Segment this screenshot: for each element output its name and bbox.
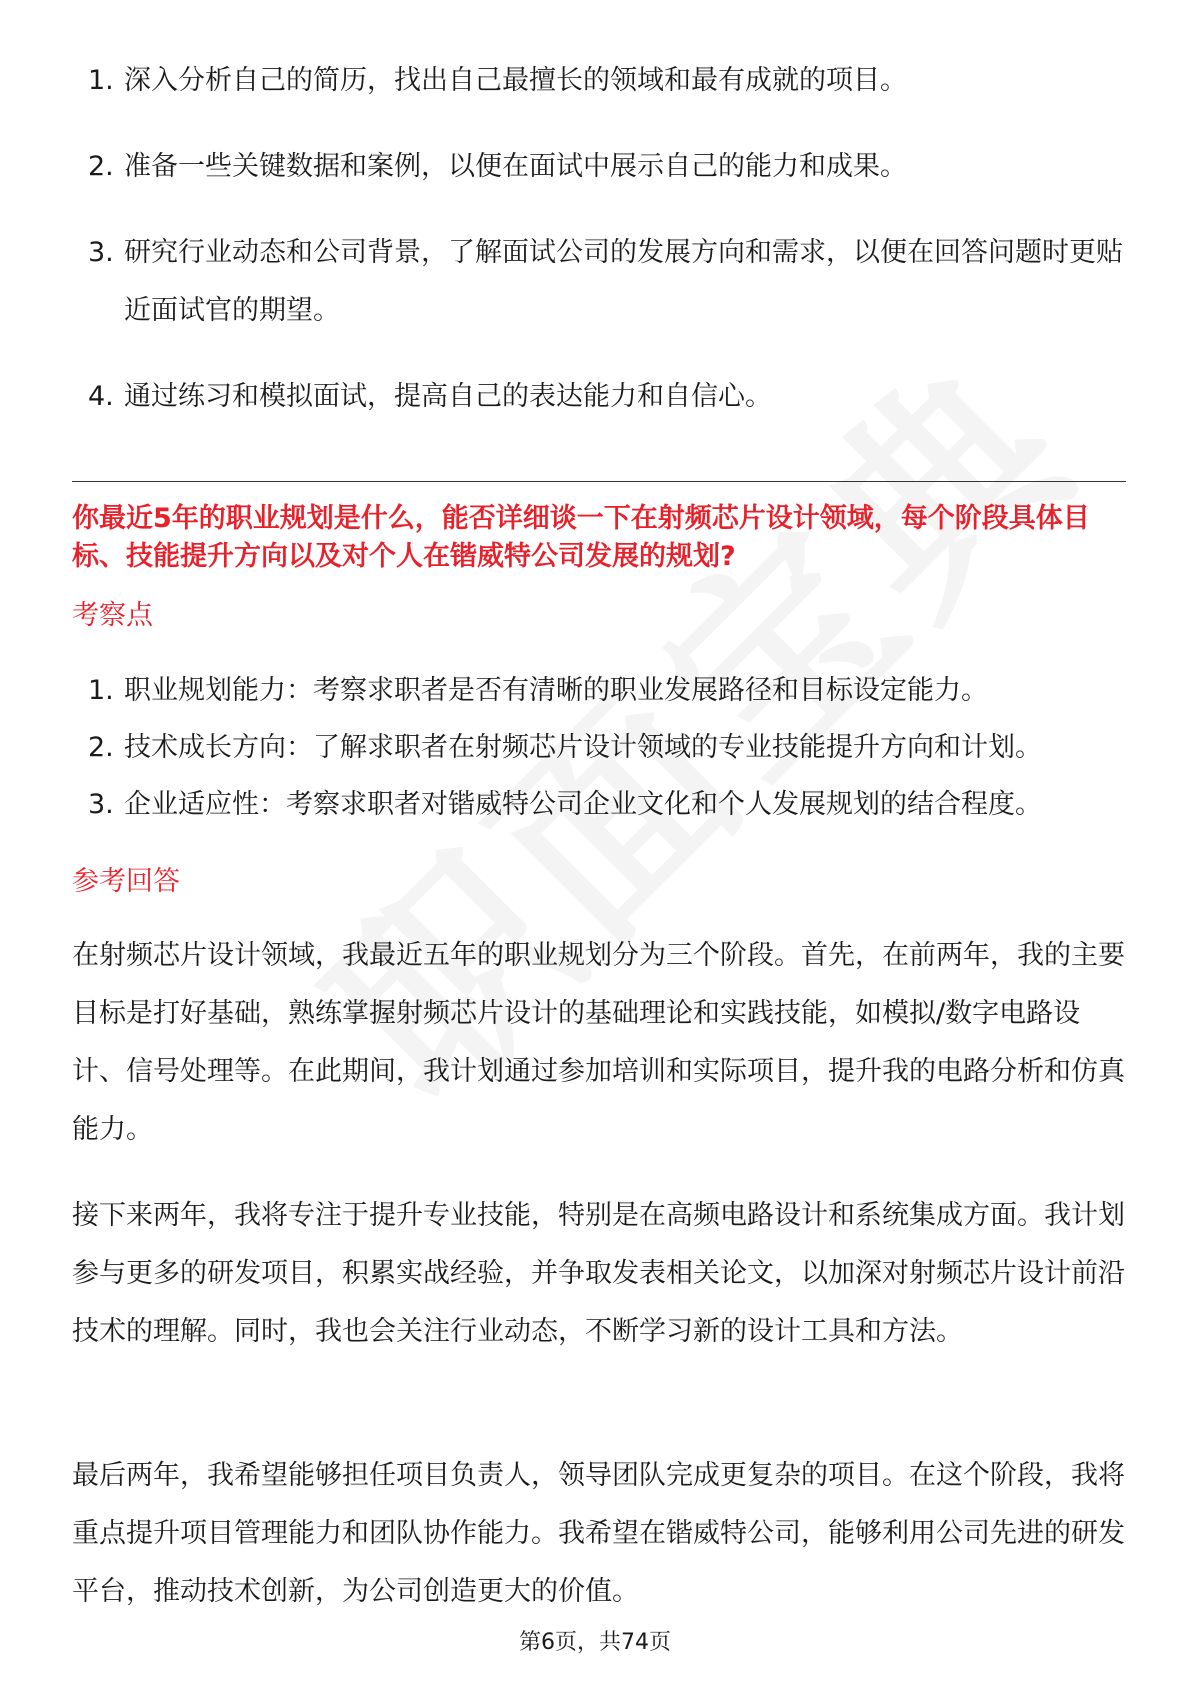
list-item-number: 4.	[88, 381, 114, 412]
list-item-number: 2.	[88, 151, 114, 182]
list-item-number: 1.	[88, 65, 114, 96]
list-item	[72, 662, 1132, 719]
list-item-text: 通过练习和模拟面试，提高自己的表达能力和自信心。	[124, 381, 772, 412]
list-item-text: 职业规划能力：考察求职者是否有清晰的职业发展路径和目标设定能力。	[124, 675, 988, 706]
list-item	[72, 224, 1132, 340]
list-item-text: 技术成长方向：了解求职者在射频芯片设计领域的专业技能提升方向和计划。	[124, 732, 1042, 763]
list-item	[72, 719, 1132, 776]
interview-question: 你最近5年的职业规划是什么，能否详细谈一下在射频芯片设计领域，每个阶段具体目标、技能提升方向以及对个人在锴威特公司发展的规划?	[72, 503, 1090, 572]
list-item-number: 3.	[88, 789, 114, 820]
preparation-list	[72, 52, 1132, 454]
answer-paragraph: 接下来两年，我将专注于提升专业技能，特别是在高频电路设计和系统集成方面。我计划参与更多的研发项目，积累实战经验，并争取发表相关论文，以加深对射频芯片设计前沿技术的理解。同时，我也会关注行业动态，不断学习新的设计工具和方法。	[72, 1200, 1125, 1347]
list-item	[72, 776, 1132, 833]
list-item-number: 3.	[88, 237, 114, 268]
list-item-number: 2.	[88, 732, 114, 763]
list-item-text: 企业适应性：考察求职者对锴威特公司企业文化和个人发展规划的结合程度。	[124, 789, 1042, 820]
list-item-text: 深入分析自己的简历，找出自己最擅长的领域和最有成就的项目。	[124, 65, 907, 96]
page-number: 第6页，共74页	[519, 1630, 671, 1655]
answer-paragraph: 最后两年，我希望能够担任项目负责人，领导团队完成更复杂的项目。在这个阶段，我将重点提升项目管理能力和团队协作能力。我希望在锴威特公司，能够利用公司先进的研发平台，推动技术创新，为公司创造更大的价值。	[72, 1460, 1125, 1607]
answer-paragraph: 在射频芯片设计领域，我最近五年的职业规划分为三个阶段。首先，在前两年，我的主要目标是打好基础，熟练掌握射频芯片设计的基础理论和实践技能，如模拟/数字电路设计、信号处理等。在此期间，我计划通过参加培训和实际项目，提升我的电路分析和仿真能力。	[72, 940, 1125, 1145]
list-item	[72, 368, 1132, 426]
list-item	[72, 138, 1132, 196]
points-heading: 考察点	[72, 600, 153, 631]
list-item-text: 准备一些关键数据和案例，以便在面试中展示自己的能力和成果。	[124, 151, 907, 182]
answer-heading: 参考回答	[72, 866, 180, 897]
section-divider	[72, 481, 1126, 482]
list-item-text: 研究行业动态和公司背景，了解面试公司的发展方向和需求，以便在回答问题时更贴近面试官的期望。	[124, 237, 1123, 326]
list-item	[72, 52, 1132, 110]
list-item-number: 1.	[88, 675, 114, 706]
points-list	[72, 662, 1132, 833]
